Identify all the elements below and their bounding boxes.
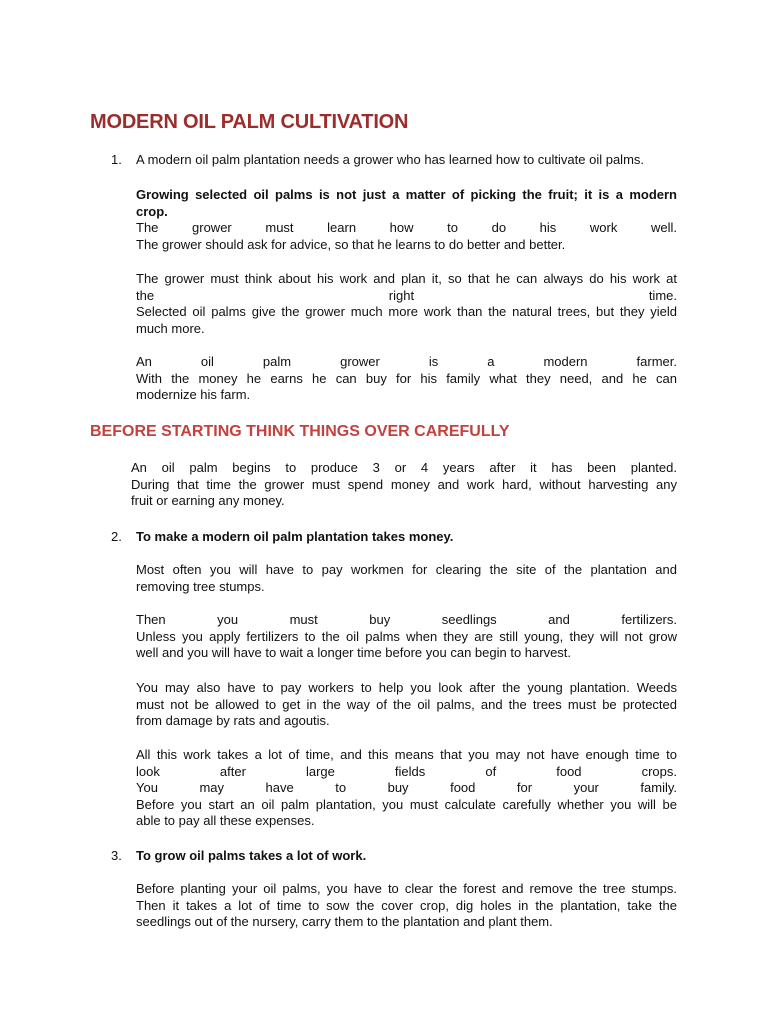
text-line: fruit or earning any money. xyxy=(131,493,285,508)
section3-paragraph-1 xyxy=(136,881,677,931)
page-title: MODERN OIL PALM CULTIVATION xyxy=(90,111,409,133)
text-line: The grower must learn how to do his work well. xyxy=(136,220,677,235)
section2-paragraph-3 xyxy=(136,680,677,730)
text-line: removing tree stumps. xyxy=(136,578,265,594)
section2-paragraph-1 xyxy=(136,562,677,595)
text-line: Most often you will have to pay workmen for clearing the site of the plantation and xyxy=(136,562,677,577)
text-line: The grower should ask for advice, so that he learns to do better and better. xyxy=(136,236,566,252)
text-line: During that time the grower must spend money and work hard, without harvesting any xyxy=(131,476,677,492)
text-line: modernize his farm. xyxy=(136,387,251,402)
text-line: from damage by rats and agoutis. xyxy=(136,713,330,728)
text-line: much more. xyxy=(136,320,205,336)
text-line: An oil palm grower is a modern farmer. xyxy=(136,354,677,369)
section3-heading xyxy=(136,848,677,865)
text-line: An oil palm begins to produce 3 or 4 years after it has been planted. xyxy=(131,460,677,475)
text-line: Unless you apply fertilizers to the oil palms when they are still young, they will not grow xyxy=(136,628,677,644)
text-line: Then you must buy seedlings and fertilizers. xyxy=(136,612,677,627)
text-line: The grower must think about his work and plan it, so that he can always do his work at xyxy=(136,271,677,286)
text-line: Selected oil palms give the grower much more work than the natural trees, but they yield xyxy=(136,304,677,319)
list-number-1: 1. xyxy=(111,152,122,167)
text-line: Before planting your oil palms, you have to clear the forest and remove the tree stumps. xyxy=(136,881,677,896)
text-line: well and you will have to wait a longer time before you can begin to harvest. xyxy=(136,645,572,660)
text-line: You may also have to pay workers to help you look after the young plantation. Weeds xyxy=(136,680,677,695)
text-line: Then it takes a lot of time to sow the cover crop, dig holes in the plantation, take the xyxy=(136,897,677,913)
section2-paragraph-2 xyxy=(136,612,677,662)
section-heading: BEFORE STARTING THINK THINGS OVER CAREFULLY xyxy=(90,423,510,440)
section3-heading-text: To grow oil palms takes a lot of work. xyxy=(136,848,367,863)
text-line: able to pay all these expenses. xyxy=(136,813,315,828)
text-line: must not be allowed to get in the way of the oil palms, and the trees must be protected xyxy=(136,696,677,712)
text-line: With the money he earns he can buy for his family what they need, and he can xyxy=(136,370,677,386)
section2-heading xyxy=(136,529,677,546)
text-line: seedlings out of the nursery, carry them to the plantation and plant them. xyxy=(136,914,553,929)
text-line: All this work takes a lot of time, and this means that you may not have enough time to xyxy=(136,747,677,762)
text-line: You may have to buy food for your family. xyxy=(136,780,677,795)
section1-paragraph-2 xyxy=(136,271,677,337)
section1-lead xyxy=(136,152,677,169)
bold-line: crop. xyxy=(136,203,168,219)
section2-paragraph-4 xyxy=(136,747,677,830)
text-line: Before you start an oil palm plantation, you must calculate carefully whether you will be xyxy=(136,796,677,812)
section2-heading-text: To make a modern oil palm plantation takes money. xyxy=(136,529,454,544)
section1-lead-text: A modern oil palm plantation needs a grower who has learned how to cultivate oil palms. xyxy=(136,152,645,167)
section1-bold-statement xyxy=(136,187,677,253)
intro-paragraph xyxy=(131,460,677,510)
list-number-3: 3. xyxy=(111,848,122,863)
bold-line: Growing selected oil palms is not just a matter of picking the fruit; it is a modern xyxy=(136,187,677,202)
text-line: look after large fields of food crops. xyxy=(136,763,677,779)
text-line: the right time. xyxy=(136,287,677,303)
section1-paragraph-3 xyxy=(136,354,677,404)
list-number-2: 2. xyxy=(111,529,122,544)
